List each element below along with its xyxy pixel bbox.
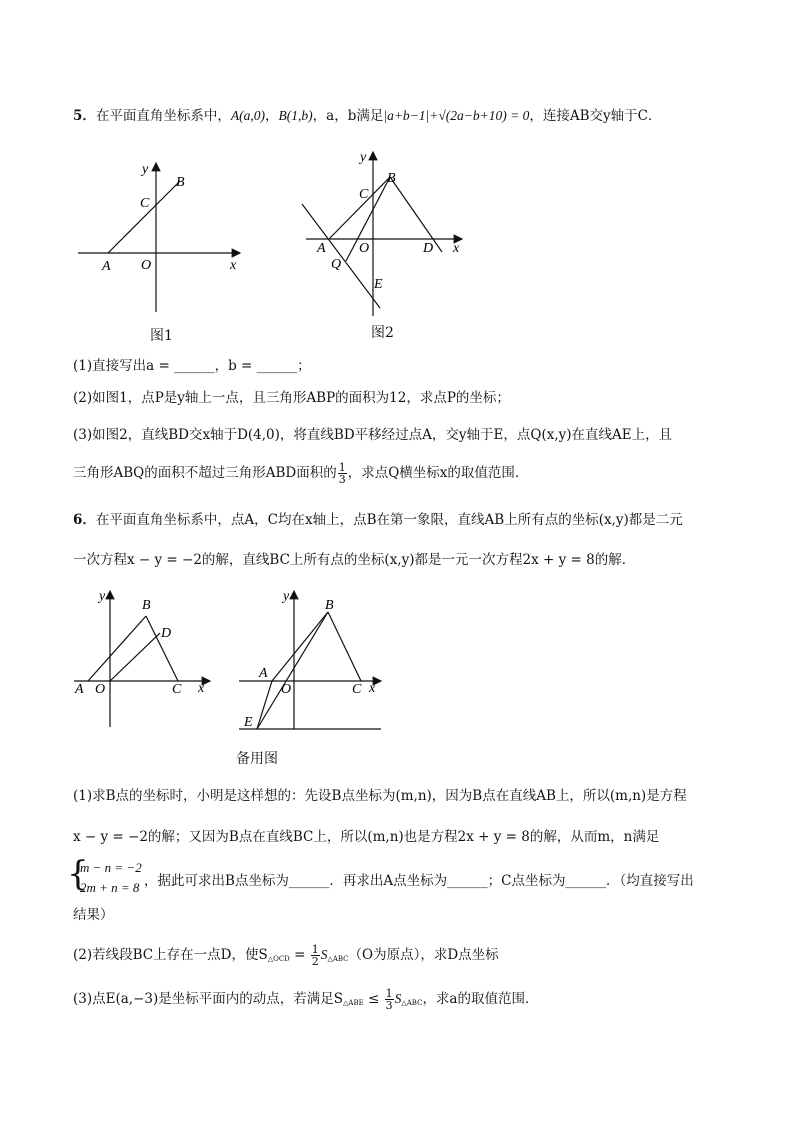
- problem5-q3-line2: 三角形ABQ的面积不超过三角形ABD面积的 $\frac{1}{3}$ ，求点Q横坐标x的取值范围．: [73, 461, 529, 486]
- f3-line-od: [110, 633, 160, 681]
- f4-label-y: y: [283, 589, 290, 604]
- f2-label-e: E: [374, 277, 383, 292]
- f1-line-ab: [108, 181, 180, 253]
- problem5-q2: (2)如图1，点P是y轴上一点，且三角形ABP的面积为12，求点P的坐标；: [73, 390, 510, 406]
- q3b-fraction: $\frac{1}{3}$: [385, 987, 393, 1012]
- f3-label-o: O: [95, 682, 106, 697]
- f4-label-x: x: [369, 681, 376, 696]
- f1-label-x: x: [230, 258, 237, 273]
- f1-label-b: B: [176, 175, 185, 190]
- problem6-stem-line2: 一次方程x − y = −2的解，直线BC上所有点的坐标(x,y)都是一元一次方程2x + y = 8的解．: [73, 552, 636, 568]
- f4-label-e: E: [244, 715, 253, 730]
- problem5-stem: 5．在平面直角坐标系中，A(a,0)，B(1,b)，a，b满足|a+b−1|+√(2a−b+10) = 0，连接AB交y轴于C．: [73, 108, 662, 124]
- figure-1: [72, 155, 252, 315]
- f3-label-b: B: [142, 598, 151, 613]
- system-eq2: 2m + n = 8: [80, 880, 140, 895]
- f4-label-o: O: [281, 682, 292, 697]
- q3-fraction: $\frac{1}{3}$: [338, 461, 346, 486]
- fig-backup-caption: 备用图: [236, 751, 278, 767]
- f2-label-y: y: [360, 150, 367, 165]
- f2-line-bd: [390, 177, 442, 252]
- f3-label-a: A: [75, 682, 84, 697]
- problem6-q1-line2: x − y = −2的解；又因为B点在直线BC上，所以(m,n)也是方程2x + y = 8的解，从而m，n满足: [73, 829, 660, 845]
- f2-label-a: A: [317, 241, 326, 256]
- f3-label-c: C: [172, 682, 182, 697]
- f1-label-y: y: [142, 162, 149, 177]
- f4-label-c: C: [352, 682, 362, 697]
- fig2-caption: 图2: [371, 325, 394, 341]
- figure-2: [298, 148, 468, 318]
- fig1-caption: 图1: [150, 328, 173, 344]
- f3-label-y: y: [99, 589, 106, 604]
- f3-label-d: D: [161, 626, 172, 641]
- f2-label-x: x: [453, 241, 460, 256]
- f1-label-a: A: [102, 259, 111, 274]
- f1-label-c: C: [140, 196, 150, 211]
- system-brace: {: [67, 854, 89, 894]
- figure-3: [70, 585, 220, 730]
- f4-line-bc: [328, 612, 361, 681]
- f2-label-b: B: [387, 171, 396, 186]
- f4-line-ab: [272, 612, 328, 681]
- f3-label-x: x: [198, 681, 205, 696]
- f4-label-a: A: [259, 666, 268, 681]
- condition-expression: |a+b−1|+√(2a−b+10) = 0: [383, 108, 530, 123]
- q2-fraction: $\frac{1}{2}$: [311, 943, 319, 968]
- problem5-q1: (1)直接写出a = ______，b = ______；: [73, 358, 311, 374]
- problem6-q1-line4: 结果）: [73, 907, 114, 923]
- f2-label-d: D: [423, 241, 434, 256]
- f2-label-o: O: [359, 241, 370, 256]
- problem6-q1-line1: (1)求B点的坐标时，小明是这样想的：先设B点坐标为(m,n)，因为B点在直线AB上，所以(m,n)是方程: [73, 788, 687, 804]
- problem6-number: 6．: [73, 512, 96, 528]
- figure-4: [235, 585, 390, 735]
- f2-label-c: C: [359, 187, 369, 202]
- problem6-q3: (3)点E(a,−3)是坐标平面内的动点，若满足$S_{\triangle ABE}$ ≤ $\frac{1}{3}$ $S_{\triangle ABC}$，求a的取值范围．: [73, 987, 539, 1012]
- f4-line-ae: [257, 681, 272, 729]
- system-eq1: m − n = −2: [80, 860, 142, 875]
- problem5-q3-line1: (3)如图2，直线BD交x轴于D(4,0)，将直线BD平移经过点A，交y轴于E，点Q(x,y)在直线AE上，且: [73, 427, 673, 443]
- problem6-stem-line1: 6．在平面直角坐标系中，点A，C均在x轴上，点B在第一象限，直线AB上所有点的坐标(x,y)都是二元: [73, 512, 683, 528]
- f4-line-eb: [257, 612, 328, 729]
- problem5-number: 5．: [73, 108, 96, 124]
- problem6-q1-line3: ，据此可求出B点坐标为______．再求出A点坐标为______；C点坐标为______．（均直接写出: [144, 873, 694, 889]
- equation-system: [67, 854, 142, 898]
- f1-label-o: O: [141, 258, 152, 273]
- f4-label-b: B: [325, 598, 334, 613]
- f2-label-q: Q: [331, 257, 342, 272]
- f3-line-ab: [88, 616, 146, 681]
- problem6-q2: (2)若线段BC上存在一点D，使$S_{\triangle OCD}$ = $\frac{1}{2}$ $S_{\triangle ABC}(O$为原点），求D点坐标: [73, 943, 499, 968]
